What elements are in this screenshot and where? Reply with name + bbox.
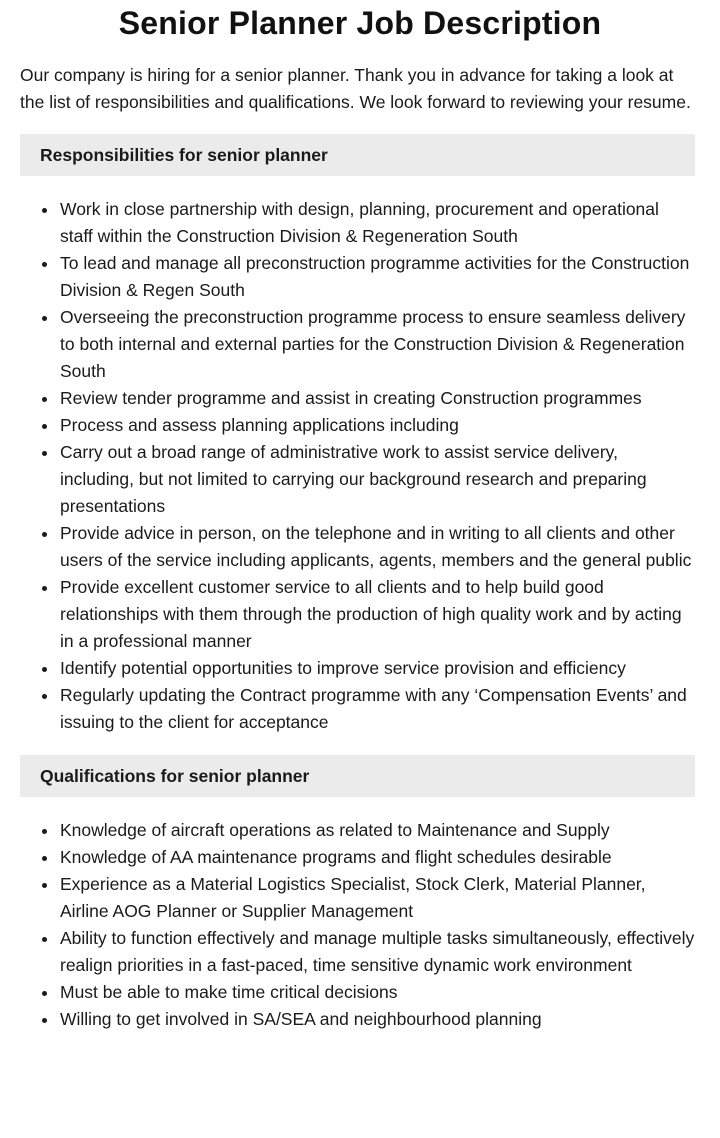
bullet-icon <box>42 694 47 699</box>
responsibilities-heading: Responsibilities for senior planner <box>20 134 695 176</box>
list-item-text: Provide advice in person, on the telephone and in writing to all clients and other users of the service including applicants, agents, members and the general public <box>60 523 692 570</box>
list-item <box>60 412 696 439</box>
qualifications-heading: Qualifications for senior planner <box>20 755 695 797</box>
list-item-text: Provide excellent customer service to all clients and to help build good relationships with them through the production of high quality work and by acting in a professional manner <box>60 577 682 651</box>
bullet-icon <box>42 532 47 537</box>
list-item <box>60 655 696 682</box>
list-item <box>60 979 696 1006</box>
list-item <box>60 250 696 304</box>
list-item <box>60 304 696 385</box>
list-item <box>60 520 696 574</box>
bullet-icon <box>42 856 47 861</box>
list-item-text: Identify potential opportunities to improve service provision and efficiency <box>60 658 626 678</box>
bullet-icon <box>42 262 47 267</box>
list-item-text: Review tender programme and assist in creating Construction programmes <box>60 388 642 408</box>
page-title: Senior Planner Job Description <box>118 5 602 41</box>
bullet-icon <box>42 586 47 591</box>
bullet-icon <box>42 397 47 402</box>
list-item-text: Work in close partnership with design, planning, procurement and operational staff within the Construction Division & Regeneration South <box>60 199 659 246</box>
list-item <box>60 682 696 736</box>
list-item <box>60 196 696 250</box>
bullet-icon <box>42 424 47 429</box>
list-item-text: Overseeing the preconstruction programme process to ensure seamless delivery to both internal and external parties for the Construction Division & Regeneration South <box>60 307 686 381</box>
list-item-text: Knowledge of AA maintenance programs and flight schedules desirable <box>60 847 612 867</box>
bullet-icon <box>42 1018 47 1023</box>
bullet-icon <box>42 991 47 996</box>
list-item-text: Ability to function effectively and manage multiple tasks simultaneously, effectively realign priorities in a fast-paced, time sensitive dynamic work environment <box>60 928 695 975</box>
list-item <box>60 844 696 871</box>
list-item-text: Must be able to make time critical decisions <box>60 982 398 1002</box>
bullet-icon <box>42 667 47 672</box>
bullet-icon <box>42 316 47 321</box>
bullet-icon <box>42 208 47 213</box>
list-item <box>60 439 696 520</box>
bullet-icon <box>42 883 47 888</box>
list-item-text: Regularly updating the Contract programme with any ‘Compensation Events’ and issuing to the client for acceptance <box>60 685 687 732</box>
list-item <box>60 817 696 844</box>
list-item <box>60 385 696 412</box>
list-item-text: Knowledge of aircraft operations as related to Maintenance and Supply <box>60 820 610 840</box>
list-item <box>60 871 696 925</box>
list-item <box>60 1006 696 1033</box>
qualifications-list <box>0 817 720 1033</box>
bullet-icon <box>42 829 47 834</box>
list-item-text: Experience as a Material Logistics Specialist, Stock Clerk, Material Planner, Airline AOG Planner or Supplier Management <box>60 874 646 921</box>
list-item <box>60 925 696 979</box>
responsibilities-list <box>0 196 720 736</box>
list-item-text: To lead and manage all preconstruction programme activities for the Construction Division & Regen South <box>60 253 690 300</box>
list-item <box>60 574 696 655</box>
bullet-icon <box>42 937 47 942</box>
bullet-icon <box>42 451 47 456</box>
list-item-text: Willing to get involved in SA/SEA and neighbourhood planning <box>60 1009 542 1029</box>
list-item-text: Process and assess planning applications including <box>60 415 459 435</box>
intro-paragraph: Our company is hiring for a senior planner. Thank you in advance for taking a look at the list of responsibilities and qualifications. We look forward to reviewing your resume. <box>20 65 691 112</box>
list-item-text: Carry out a broad range of administrative work to assist service delivery, including, but not limited to carrying our background research and preparing presentations <box>60 442 647 516</box>
